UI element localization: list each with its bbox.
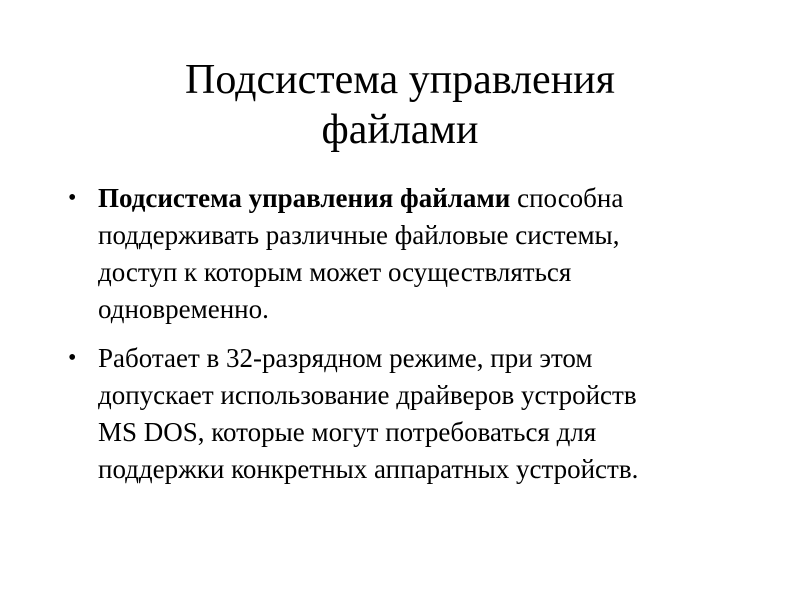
- bullet-icon: •: [68, 345, 77, 371]
- slide-title-line-2: файлами: [321, 107, 479, 153]
- bullet-item-1: [60, 180, 760, 328]
- bullet-2-line-4: поддержки конкретных аппаратных устройств.: [98, 454, 639, 484]
- bullet-item-2: [60, 340, 760, 488]
- slide-title-line-1: Подсистема управления: [185, 57, 615, 103]
- bullet-1-line-3: доступ к которым может осуществляться: [98, 257, 572, 287]
- bullet-2-line-2: допускает использование драйверов устройств: [98, 380, 637, 410]
- bullet-1-line-4: одновременно.: [98, 294, 269, 324]
- bullet-1-line-1: [98, 180, 760, 217]
- bullet-1-bold-term: Подсистема управления файлами: [98, 183, 511, 213]
- bullet-1-line-2: поддерживать различные файловые системы,: [98, 220, 620, 250]
- slide-title: [40, 55, 760, 155]
- bullet-2-line-1: Работает в 32-разрядном режиме, при этом: [98, 343, 593, 373]
- bullet-2-line-3: MS DOS, которые могут потребоваться для: [98, 417, 597, 447]
- bullet-icon: •: [68, 185, 77, 211]
- bullet-1-line-1-text: способна: [510, 183, 624, 213]
- bullet-list: [60, 180, 760, 500]
